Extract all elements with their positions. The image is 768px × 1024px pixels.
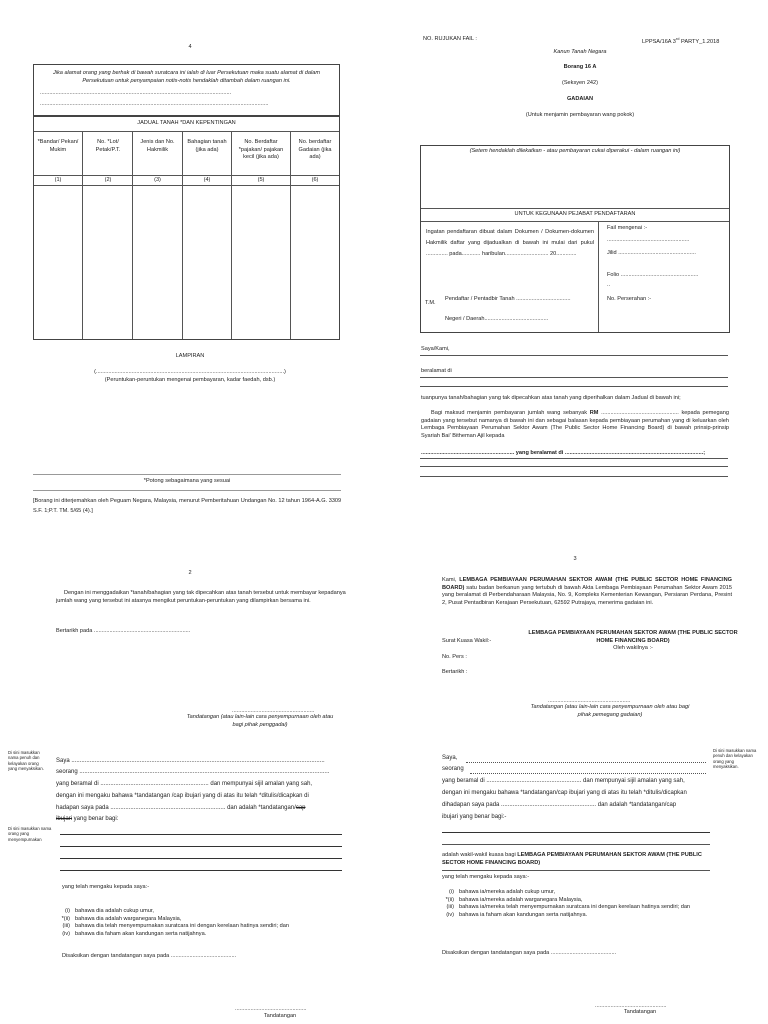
ibujari-line: ibujari yang benar bagi: bbox=[56, 816, 119, 822]
tm-label: T.M. bbox=[425, 300, 436, 306]
side-note-executor: Di sini masukkan nama orang yang menyempurnakan bbox=[8, 826, 52, 842]
fail-line: ..................................................... bbox=[607, 237, 690, 243]
col-number: (4) bbox=[203, 177, 211, 183]
perserahan-label: No. Perserahan :- bbox=[607, 296, 652, 302]
mengaku-kepada: yang telah mengaku kepada saya:- bbox=[62, 884, 150, 890]
col-number: (5) bbox=[257, 177, 265, 183]
page-number: 4 bbox=[188, 44, 192, 50]
negeri-line: Negeri / Daerah......................................... bbox=[445, 316, 549, 322]
schedule-table bbox=[33, 116, 340, 340]
declaration-list bbox=[56, 908, 346, 938]
disaksikan-line: Disaksikan dengan tandatangan saya pada .......................................... bbox=[442, 950, 617, 956]
lampiran-note: (Peruntukan-peruntukan mengenai pembayaran, kadar faedah, dsb.) bbox=[104, 377, 276, 383]
col-header: Jenis dan No. Hakmilik bbox=[140, 139, 175, 153]
tandatangan-dots: .............................................. bbox=[235, 1006, 307, 1012]
signature-dots: ..................................................... bbox=[232, 708, 315, 714]
dihadapan-line: dihadapan saya pada ......................................................... dan adalah *tandatangan/cap bbox=[442, 802, 677, 808]
mengaku-kepada: yang telah mengaku kepada saya:- bbox=[442, 874, 530, 880]
oleh-wakil: Oleh wakilnya :- bbox=[613, 645, 653, 651]
intro-text: Dengan ini menggadaikan *tanah/bahagian yang tak dipecahkan atas tanah tersebut untuk membayar kepadanya jumlah wang yang tersebut ini atasnya mengikut peruntukan-peruntukan yang dilampirkan bersama ini. bbox=[56, 590, 346, 604]
potong-note: *Potong sebagaimana yang sesuai bbox=[143, 478, 231, 484]
lampiran-title: LAMPIRAN bbox=[175, 353, 205, 359]
no-pers: No. Pers : bbox=[442, 654, 467, 660]
notice-box bbox=[33, 64, 340, 116]
ibujari-line: ibujari yang benar bagi:- bbox=[442, 814, 507, 820]
declaration-list bbox=[440, 889, 732, 919]
list-item: (iv) bahawa dia faham akan kandungan serta natijahnya. bbox=[62, 930, 207, 937]
col-header: No. berdaftar Gadaian (jika ada) bbox=[298, 139, 332, 161]
list-item: (iv) bahawa ia faham akan kandungan serta natijahnya. bbox=[446, 911, 588, 918]
borang-title: Borang 16 A bbox=[563, 64, 597, 70]
bertarikh: Bertarikh : bbox=[442, 669, 468, 675]
saya-kami: Saya/Kami, bbox=[421, 346, 450, 352]
folio-tail: .. bbox=[607, 282, 611, 288]
jilid-line: Jilid .................................................. bbox=[607, 250, 696, 256]
kanun-title: Kanun Tanah Negara bbox=[553, 49, 607, 55]
bagi-last: ............................................................ yang beralamat di .........................................................................................; bbox=[421, 450, 706, 456]
translation-footer: [Borang ini diterjemahkan oleh Peguam Negara, Malaysia, menurut Pemberitahuan Undangan No. 12 tahun 1964-A.G. 3309 S.F. 1;P.T. TM. 5/65 (4).] bbox=[33, 498, 342, 514]
col-header: Bahagian tanah (jika ada) bbox=[187, 139, 227, 153]
gadaian-subtitle: (Untuk menjamin pembayaran wang pokok) bbox=[525, 112, 635, 118]
seksyen: (Seksyen 242) bbox=[561, 80, 599, 86]
office-box bbox=[420, 145, 730, 333]
list-item: (iii) bahawa dia telah menyempurnakan suratcara ini dengan kerelaan hatinya sendiri; dan bbox=[62, 923, 289, 930]
saya-line: Saya ........................................................................................................................................................ bbox=[56, 758, 325, 764]
kami-text: Kami, LEMBAGA PEMBIAYAAN PERUMAHAN SEKTOR AWAM (THE PUBLIC SECTOR HOME FINANCING BOARD) satu badan berkanun yang tertubuh di bawah Akta Lembaga Pembiayaan Perumahan Sektor Awam 2015 yang beralamat di Perbendaharaan Malaysia, No. 9, Kompleks Kementerian Kewangan, Persiaran Perdana, Presint 2, Pusat Pentadbiran Kerajaan Persekutuan, 62592 Putrajaya, menerima gadaian ini. bbox=[442, 577, 732, 606]
ref-code: LPPSA/16A 3rd PARTY_1.2018 bbox=[642, 36, 720, 45]
list-item: (iii) bahawa ia/mereka telah menyempurnakan suratcara ini dengan kerelaan hatinya sendiri; dan bbox=[446, 904, 691, 911]
tandatangan-dots: .............................................. bbox=[595, 1003, 667, 1009]
list-item: (i) bahawa dia adalah cukup umur, bbox=[65, 908, 154, 914]
notice-text: Jika alamat orang yang berhak di bawah suratcara ini ialah di luar Persekutuan maka suatu alamat di dalam Persekutuan untuk penyampaian notis-notis hendaklah ditambah dalam ruangan ini. bbox=[52, 70, 321, 84]
fail-label: Fail mengenai :- bbox=[607, 225, 648, 231]
surat-kuasa: Surat Kuasa Wakil:- bbox=[442, 638, 492, 644]
page-number: 3 bbox=[573, 556, 577, 562]
board-name: LEMBAGA PEMBIAYAAN PERUMAHAN SEKTOR AWAM (THE PUBLIC SECTOR HOME FINANCING BOARD) bbox=[528, 630, 738, 644]
col-header: No. Berdaftar *pajakan/ pajakan kecil (jika ada) bbox=[238, 139, 284, 161]
hadapan-line: hadapan saya pada ..................................................................... dan adalah *tandatangan/cap bbox=[56, 805, 306, 811]
beramal-line: yang beramal di ......................................................... dan mempunyai sijil amalan yang sah, bbox=[442, 778, 685, 784]
list-item: (i) bahawa ia/mereka adalah cukup umur, bbox=[449, 889, 556, 895]
col-number: (2) bbox=[104, 177, 112, 183]
disaksikan-line: Disaksikan dengan tandatangan saya pada .......................................... bbox=[62, 953, 237, 959]
office-title: UNTUK KEGUNAAN PEJABAT PENDAFTARAN bbox=[514, 211, 636, 217]
page-number: 2 bbox=[188, 570, 192, 576]
side-note-witness: Di sini masukkan nama penuh dan kelayakan orang yang menyaksikan. bbox=[713, 748, 757, 770]
saya-line: Saya, bbox=[442, 755, 458, 761]
list-item: *(ii) bahawa dia adalah warganegara Malaysia, bbox=[61, 915, 182, 922]
signature-caption: Tandatangan (atau lain-lain cara penyempurnaan oleh atau bagi pihak pemegang gadaian) bbox=[530, 704, 690, 718]
beralamat: beralamat di bbox=[421, 368, 452, 374]
col-number: (1) bbox=[54, 177, 62, 183]
lampiran-line: (.........................................................................................................................) bbox=[94, 369, 286, 375]
office-text: Ingatan pendaftaran dibuat dalam Dokumen / Dokumen-dokumen Hakmilik daftar yang dijadualkan di bawah ini mulai dari pukul .............. pada............ haribulan............................ 20............. bbox=[426, 229, 594, 258]
pendaftar-line: Pendaftar / Pentadbir Tanah ................................... bbox=[445, 296, 571, 302]
mengaku-line: dengan ini mengaku bahawa *tandatangan/cap ibujari yang di atas itu telah *ditulis/dicapkan bbox=[442, 790, 687, 796]
col-number: (3) bbox=[154, 177, 161, 183]
cukai-note: (Setem hendaklah dilekatkan - atau pembayaran cukai diperakui - dalam ruangan ini) bbox=[469, 148, 681, 154]
signature-dots: ..................................................... bbox=[548, 698, 631, 704]
col-header: *Bandar/ Pekan/ Mukim bbox=[37, 139, 79, 153]
ref-label: NO. RUJUKAN FAIL : bbox=[423, 36, 477, 42]
wakil-text: adalah wakil-wakil kuasa bagi LEMBAGA PEMBIAYAAN PERUMAHAN SEKTOR AWAM (THE PUBLIC SECTOR HOME FINANCING BOARD) bbox=[442, 852, 702, 866]
list-item: *(ii) bahawa ia/mereka adalah warganegara Malaysia, bbox=[445, 896, 583, 903]
folio-line: Folio .................................................. bbox=[607, 272, 699, 278]
side-note-witness: Di sini masukkan nama penuh dan kelayakan orang yang menyaksikan. bbox=[8, 750, 44, 772]
beramal-line: yang beramal di ................................................................. dan mempunyai sijil amalan yang sah, bbox=[56, 781, 313, 787]
mengaku-line: dengan ini mengaku bahawa *tandatangan /cap ibujari yang di atas itu telah *ditulis/dicapkan di bbox=[56, 793, 309, 799]
notice-line-2: ................................................................................................................................................... bbox=[40, 101, 269, 107]
notice-line-1: ........................................................................................................................... bbox=[40, 90, 232, 96]
tandatangan-label: Tandatangan bbox=[623, 1009, 657, 1015]
seorang-line: seorang bbox=[442, 766, 464, 772]
seorang-line: seorang ...................................................................................................................................................... bbox=[56, 769, 330, 775]
col-number: (6) bbox=[311, 177, 319, 183]
gadaian-title: GADAIAN bbox=[566, 96, 594, 102]
bertarikh-line: Bertarikh pada .............................................................. bbox=[56, 628, 191, 634]
table-title: JADUAL TANAH *DAN KEPENTINGAN bbox=[137, 120, 236, 126]
tandatangan-label: Tandatangan bbox=[263, 1013, 297, 1019]
signature-caption: Tandatangan (atau lain-lain cara penyempurnaan oleh atau bagi pihak penggadai) bbox=[186, 714, 334, 728]
tuanpunya: tuanpunya tanah/bahagian yang tak dipecahkan atas tanah yang diperihalkan dalam Jadual di bawah ini; bbox=[421, 395, 681, 401]
bagi-maksud: Bagi maksud menjamin pembayaran jumlah wang sebanyak RM .................................................. kepada pemegang gadaian yang tersebut namanya di bawah ini dan sebagai balasan kepada pembiayaan perumahan yang di keluarkan oleh Lembaga Pembiayaan Perumahan Sektor Awam (The Public Sector Home Financing Board) di bawah prinsip-prinsip Syariah Bai' Bitheman Ajil kepada bbox=[421, 410, 729, 439]
col-header: No. *Lot/ Petak/P.T. bbox=[95, 139, 121, 153]
